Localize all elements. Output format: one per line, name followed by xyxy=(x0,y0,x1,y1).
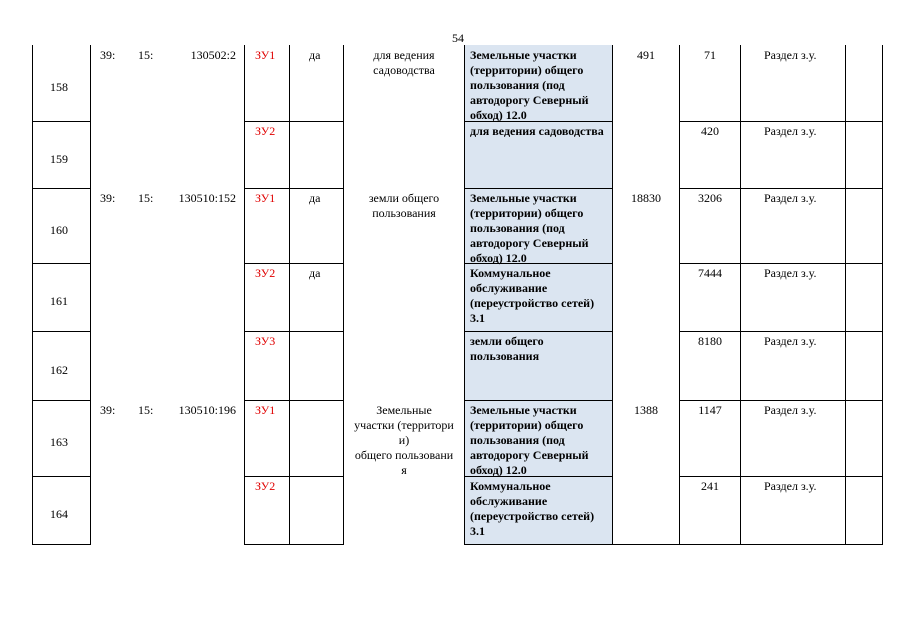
cadastral-number: 130510:196 xyxy=(178,403,236,417)
permitted-use: Земельные участки (территории) общего пользования (под автодорогу Северный обход) 12.0 xyxy=(470,403,589,477)
table-horizontal-border xyxy=(464,544,613,545)
table-horizontal-border xyxy=(845,544,883,545)
table-horizontal-border xyxy=(289,188,344,189)
total-area: 18830 xyxy=(631,191,661,205)
row-number: 163 xyxy=(50,435,68,449)
table-horizontal-border xyxy=(32,331,91,332)
part-area: 1147 xyxy=(698,403,722,417)
table-vertical-border xyxy=(90,45,91,544)
part-area: 241 xyxy=(701,479,719,493)
row-number: 161 xyxy=(50,294,68,308)
note: Раздел з.у. xyxy=(764,334,817,348)
table-horizontal-border xyxy=(845,188,883,189)
table-horizontal-border xyxy=(740,121,846,122)
plot-code: ЗУ2 xyxy=(255,479,276,493)
table-horizontal-border xyxy=(244,331,290,332)
table-horizontal-border xyxy=(845,476,883,477)
table-horizontal-border xyxy=(32,476,91,477)
row-number: 158 xyxy=(50,80,68,94)
table-horizontal-border xyxy=(289,476,344,477)
cadastral-zone: 15: xyxy=(138,48,154,62)
table-vertical-border xyxy=(882,45,883,544)
table-horizontal-border xyxy=(740,544,846,545)
table-horizontal-border xyxy=(289,544,344,545)
table-horizontal-border xyxy=(289,263,344,264)
plot-code: ЗУ1 xyxy=(255,403,276,417)
yes-flag: да xyxy=(309,266,321,280)
cadastral-zone: 15: xyxy=(138,191,154,205)
table-horizontal-border xyxy=(244,263,290,264)
table-horizontal-border xyxy=(32,544,91,545)
table-horizontal-border xyxy=(244,121,290,122)
land-use: земли общего пользования xyxy=(368,191,440,220)
table-horizontal-border xyxy=(289,400,344,401)
permitted-use: Коммунальное обслуживание (переустройство сетей) 3.1 xyxy=(470,266,595,325)
table-horizontal-border xyxy=(679,476,741,477)
row-number: 159 xyxy=(50,151,68,166)
plot-code: ЗУ1 xyxy=(255,48,276,62)
note: Раздел з.у. xyxy=(764,48,817,62)
table-horizontal-border xyxy=(464,188,613,189)
part-area: 8180 xyxy=(698,334,722,348)
table-vertical-border xyxy=(612,45,613,544)
table-horizontal-border xyxy=(740,476,846,477)
row-number: 162 xyxy=(50,362,68,377)
table-horizontal-border xyxy=(32,400,91,401)
table-horizontal-border xyxy=(244,476,290,477)
table-horizontal-border xyxy=(845,331,883,332)
table-vertical-border xyxy=(289,45,290,544)
permitted-use: Коммунальное обслуживание (переустройство сетей) 3.1 xyxy=(470,479,595,538)
table-horizontal-border xyxy=(740,188,846,189)
part-area: 3206 xyxy=(698,191,722,205)
table-horizontal-border xyxy=(679,121,741,122)
note: Раздел з.у. xyxy=(764,403,817,417)
part-area: 71 xyxy=(704,48,716,62)
cadastral-district: 39: xyxy=(100,48,116,62)
table-vertical-border xyxy=(244,45,245,544)
table-horizontal-border xyxy=(679,188,741,189)
table-horizontal-border xyxy=(244,188,290,189)
table-horizontal-border xyxy=(32,121,91,122)
plot-code: ЗУ3 xyxy=(255,334,276,348)
table-horizontal-border xyxy=(32,188,91,189)
land-use: для ведения садоводства xyxy=(373,48,435,77)
permitted-use: земли общего пользования xyxy=(470,334,544,363)
table-horizontal-border xyxy=(845,400,883,401)
table-horizontal-border xyxy=(679,263,741,264)
permitted-use: для ведения садоводства xyxy=(470,124,604,138)
page-number: 54 xyxy=(452,31,464,45)
table-horizontal-border xyxy=(679,331,741,332)
permitted-use: Земельные участки (территории) общего пользования (под автодорогу Северный обход) 12.0 xyxy=(470,191,589,265)
table-horizontal-border xyxy=(289,331,344,332)
yes-flag: да xyxy=(309,48,321,62)
table-horizontal-border xyxy=(740,331,846,332)
plot-code: ЗУ1 xyxy=(255,191,276,205)
table-vertical-border xyxy=(679,45,680,544)
table-horizontal-border xyxy=(464,331,613,332)
total-area: 1388 xyxy=(634,403,658,417)
table-horizontal-border xyxy=(244,544,290,545)
permitted-use: Земельные участки (территории) общего пользования (под автодорогу Северный обход) 12.0 xyxy=(470,48,589,122)
table-horizontal-border xyxy=(845,121,883,122)
table-vertical-border xyxy=(740,45,741,544)
note: Раздел з.у. xyxy=(764,266,817,280)
plot-code: ЗУ2 xyxy=(255,266,276,280)
table-horizontal-border xyxy=(679,544,741,545)
plot-code: ЗУ2 xyxy=(255,124,276,138)
yes-flag: да xyxy=(309,191,321,205)
land-use: Земельные участки (территори и) общего пользовани я xyxy=(354,403,454,477)
total-area: 491 xyxy=(637,48,655,62)
cadastral-number: 130502:2 xyxy=(190,48,236,62)
cadastral-zone: 15: xyxy=(138,403,154,417)
table-vertical-border xyxy=(343,45,344,544)
table-horizontal-border xyxy=(845,263,883,264)
row-number: 164 xyxy=(50,507,68,521)
table-horizontal-border xyxy=(740,400,846,401)
note: Раздел з.у. xyxy=(764,191,817,205)
table-horizontal-border xyxy=(32,263,91,264)
table-horizontal-border xyxy=(679,400,741,401)
cadastral-number: 130510:152 xyxy=(178,191,236,205)
table-vertical-border xyxy=(845,45,846,544)
table-horizontal-border xyxy=(740,263,846,264)
table-horizontal-border xyxy=(464,400,613,401)
cadastral-district: 39: xyxy=(100,191,116,205)
cadastral-district: 39: xyxy=(100,403,116,417)
part-area: 420 xyxy=(701,124,719,138)
table-horizontal-border xyxy=(244,400,290,401)
row-number: 160 xyxy=(50,222,68,237)
table-vertical-border xyxy=(32,45,33,544)
note: Раздел з.у. xyxy=(764,479,817,493)
table-horizontal-border xyxy=(612,544,680,545)
note: Раздел з.у. xyxy=(764,124,817,138)
part-area: 7444 xyxy=(698,266,722,280)
table-vertical-border xyxy=(464,45,465,544)
table-horizontal-border xyxy=(289,121,344,122)
